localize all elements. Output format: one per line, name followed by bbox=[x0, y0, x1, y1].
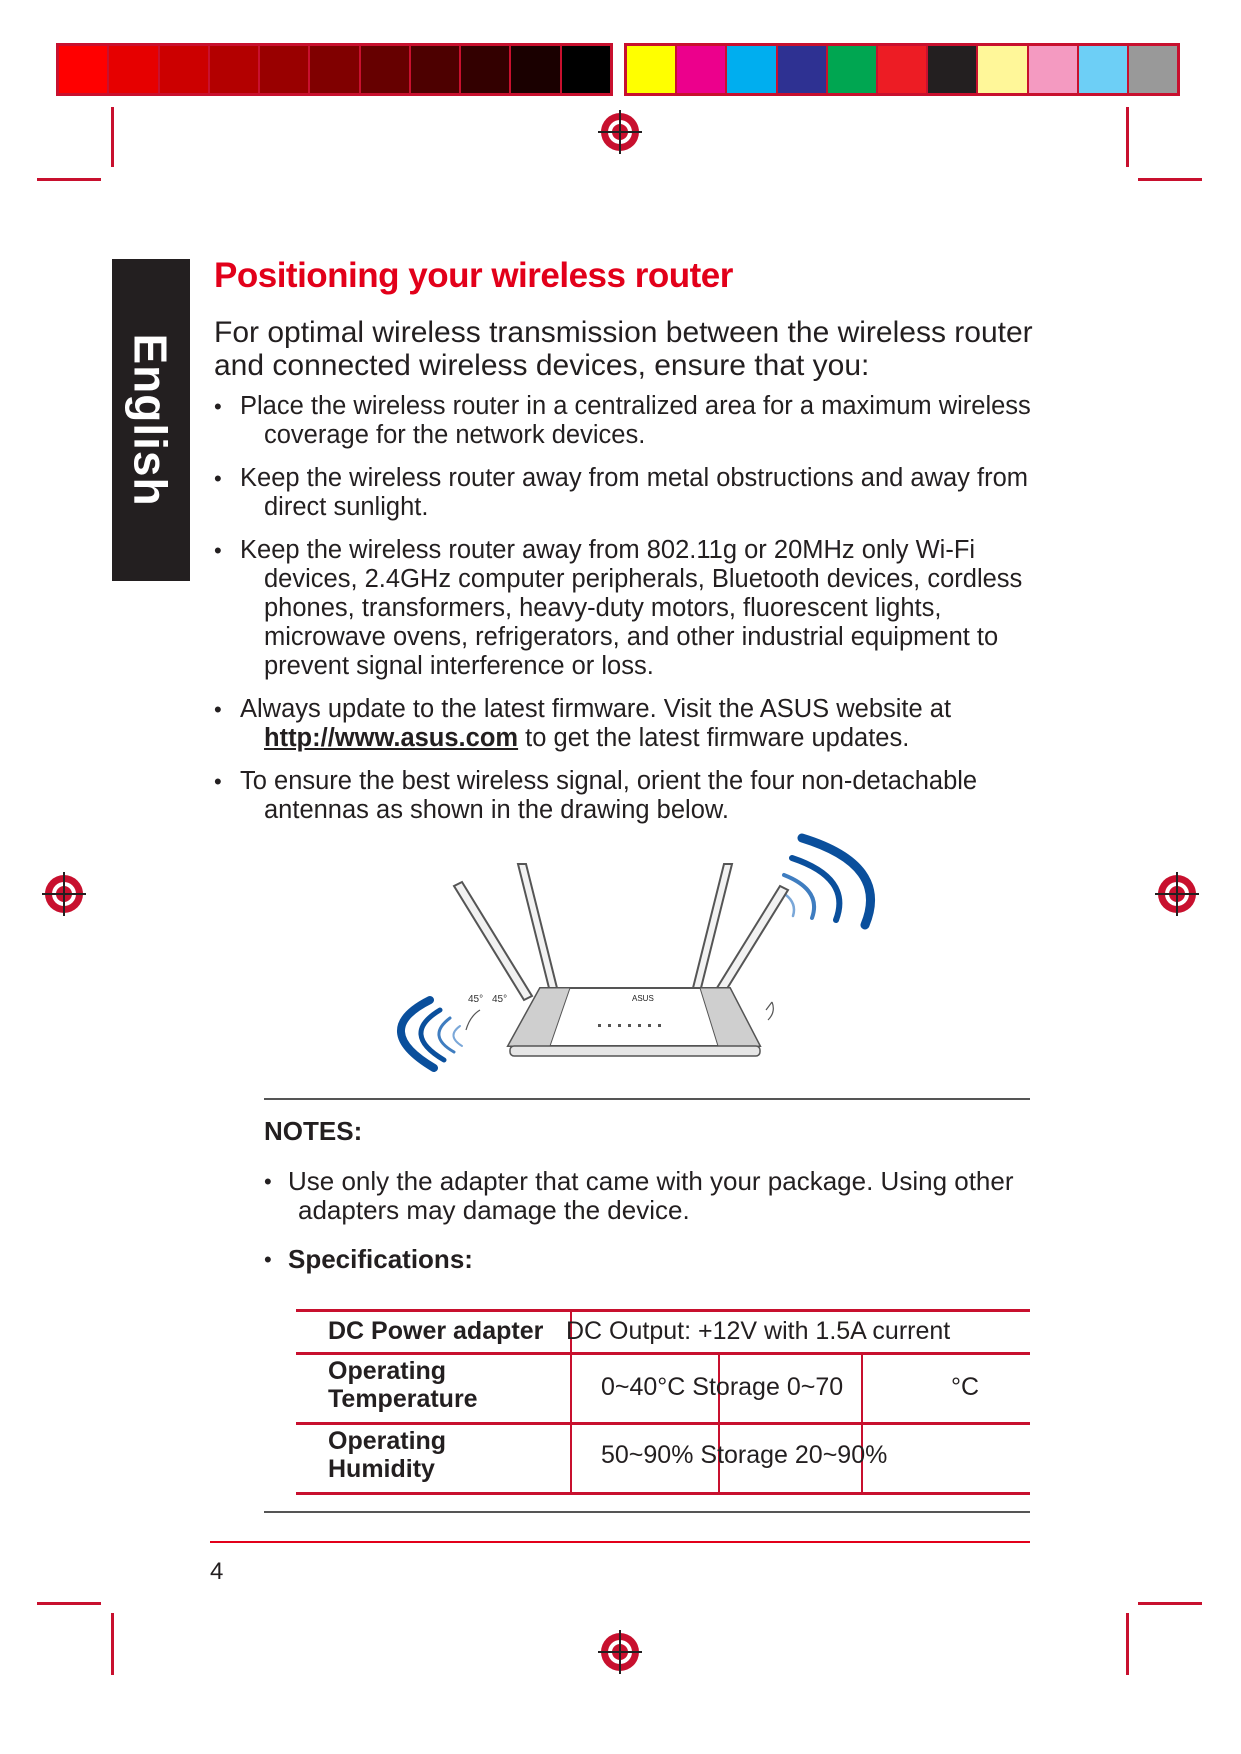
wifi-signal-icon bbox=[778, 838, 871, 925]
notes-list bbox=[258, 1167, 1038, 1294]
spec-value-power: DC Output: +12V with 1.5A current bbox=[566, 1317, 951, 1345]
color-swatch bbox=[727, 46, 777, 93]
crop-mark bbox=[37, 178, 101, 181]
color-swatch bbox=[310, 46, 360, 93]
color-swatch bbox=[677, 46, 727, 93]
firmware-text-before: Always update to the latest firmware. Visit the ASUS website at bbox=[240, 695, 952, 723]
crop-mark bbox=[111, 1613, 114, 1675]
notes-title: NOTES: bbox=[264, 1116, 363, 1146]
footer-rule bbox=[210, 1541, 1030, 1543]
color-swatch bbox=[160, 46, 210, 93]
list-item bbox=[258, 1245, 1038, 1274]
language-tab-label: English bbox=[125, 333, 177, 507]
color-swatch bbox=[210, 46, 260, 93]
crop-mark bbox=[1138, 178, 1202, 181]
registration-mark-icon bbox=[598, 1630, 642, 1674]
color-swatch bbox=[411, 46, 461, 93]
registration-mark-icon bbox=[1155, 872, 1199, 916]
color-swatch bbox=[878, 46, 928, 93]
spec-label-humidity: Operating Humidity bbox=[328, 1427, 447, 1483]
list-item: • Place the wireless router in a centralized area for a maximum wireless coverage for the network devices. bbox=[208, 392, 1038, 450]
color-swatch bbox=[1029, 46, 1079, 93]
color-swatch bbox=[1079, 46, 1129, 93]
color-swatch bbox=[562, 46, 610, 93]
spec-value-temperature: 0~40°C Storage 0~70 bbox=[601, 1373, 844, 1401]
language-tab bbox=[112, 259, 190, 581]
spec-unit-temperature: °C bbox=[951, 1373, 980, 1401]
router-antenna-illustration bbox=[370, 820, 890, 1090]
section-intro: For optimal wireless transmission between the wireless router and connected wireless devices, ensure that you: bbox=[214, 316, 1033, 382]
registration-mark-icon bbox=[598, 110, 642, 154]
list-item bbox=[208, 695, 1038, 753]
color-swatch bbox=[978, 46, 1028, 93]
crop-mark bbox=[37, 1602, 101, 1605]
wifi-signal-icon bbox=[401, 1000, 462, 1068]
crop-mark bbox=[1126, 107, 1129, 167]
divider bbox=[264, 1511, 1030, 1513]
specifications-label: Specifications: bbox=[288, 1244, 473, 1274]
color-swatch bbox=[109, 46, 159, 93]
spec-value-humidity: 50~90% Storage 20~90% bbox=[601, 1441, 888, 1469]
spec-label-temperature: Operating Temperature bbox=[328, 1357, 478, 1413]
firmware-text-after: to get the latest firmware updates. bbox=[518, 724, 910, 752]
spec-label-power: DC Power adapter bbox=[328, 1317, 544, 1345]
color-swatch bbox=[1129, 46, 1177, 93]
color-bar-process bbox=[624, 43, 1180, 96]
specifications-table bbox=[296, 1309, 1030, 1496]
color-swatch bbox=[361, 46, 411, 93]
crop-mark bbox=[1138, 1602, 1202, 1605]
color-swatch bbox=[461, 46, 511, 93]
angle-label-right: 45° bbox=[492, 994, 508, 1005]
registration-mark-icon bbox=[42, 872, 86, 916]
asus-website-link[interactable]: http://www.asus.com bbox=[264, 724, 519, 752]
list-item: • To ensure the best wireless signal, orient the four non-detachable antennas as shown in the drawing below. bbox=[208, 767, 1038, 825]
color-swatch bbox=[928, 46, 978, 93]
positioning-bullets bbox=[208, 392, 1038, 839]
section-title: Positioning your wireless router bbox=[214, 256, 733, 295]
crop-mark bbox=[111, 107, 114, 167]
color-swatch bbox=[511, 46, 561, 93]
color-bar-reds bbox=[56, 43, 613, 96]
list-item: • Use only the adapter that came with your package. Using other adapters may damage the device. bbox=[258, 1167, 1038, 1225]
color-swatch bbox=[59, 46, 109, 93]
color-swatch bbox=[260, 46, 310, 93]
color-swatch bbox=[778, 46, 828, 93]
angle-label-left: 45° bbox=[468, 994, 484, 1005]
divider bbox=[264, 1098, 1030, 1100]
router-logo: ASUS bbox=[632, 994, 654, 1003]
page-number: 4 bbox=[210, 1558, 224, 1585]
color-swatch bbox=[627, 46, 677, 93]
list-item: • Keep the wireless router away from 802.11g or 20MHz only Wi-Fi devices, 2.4GHz computer peripherals, Bluetooth devices, cordless phones, transformers, heavy-duty motors, fluorescent lights, microwave ovens, refrigerators, and other industrial equipment to prevent signal interference or loss. bbox=[208, 536, 1038, 681]
list-item: • Keep the wireless router away from metal obstructions and away from direct sunlight. bbox=[208, 464, 1038, 522]
crop-mark bbox=[1126, 1613, 1129, 1675]
color-swatch bbox=[828, 46, 878, 93]
